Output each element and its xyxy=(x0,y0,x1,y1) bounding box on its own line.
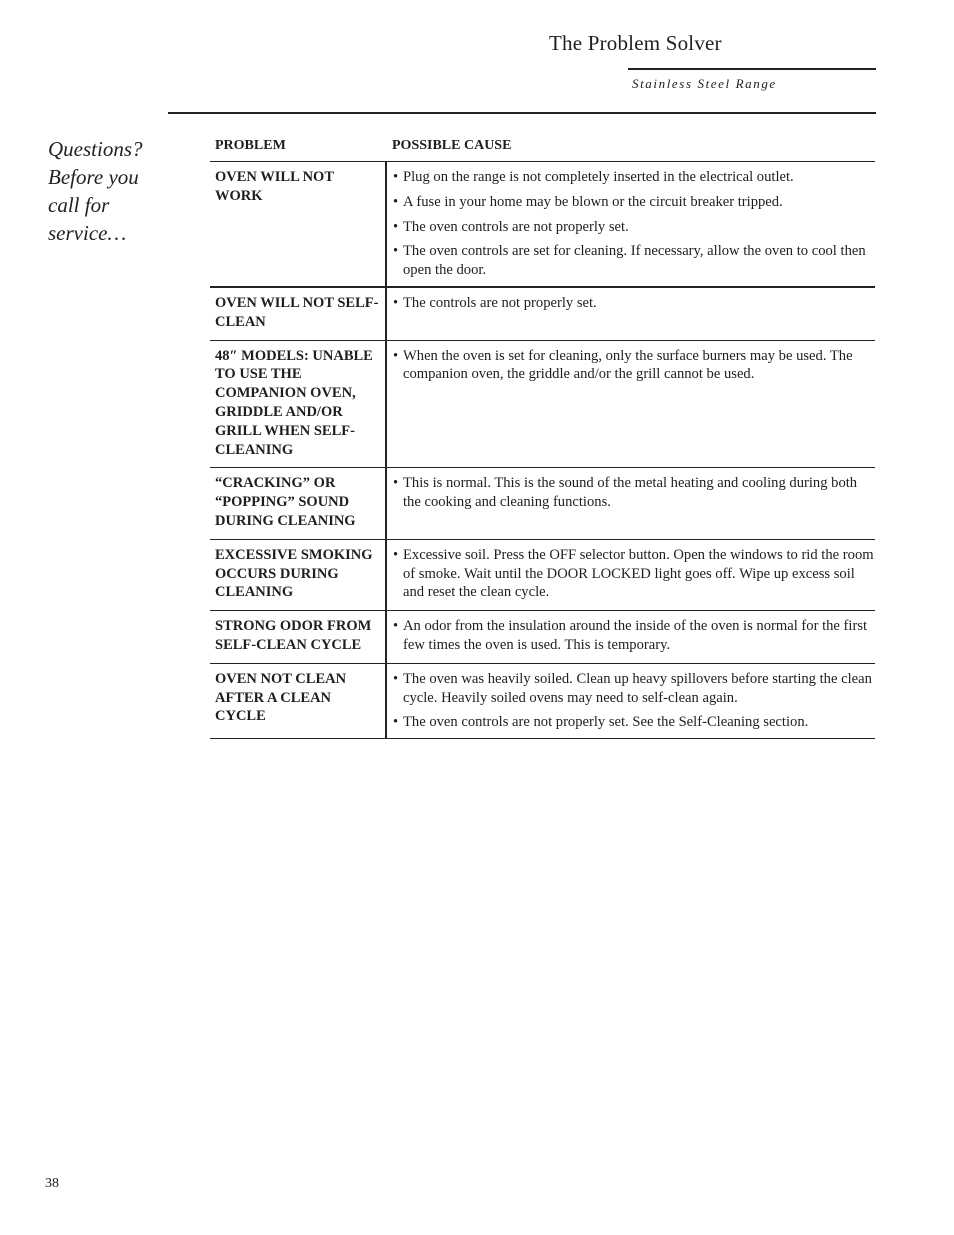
problem-cell: OVEN NOT CLEAN AFTER A CLEAN CYCLE xyxy=(210,663,386,738)
cause-item: • This is normal. This is the sound of the metal heating and cooling during both the cooking and cleaning functions. xyxy=(393,474,875,512)
side-heading xyxy=(48,135,168,247)
section-divider xyxy=(168,112,876,114)
problem-cell: OVEN WILL NOT SELF-CLEAN xyxy=(210,287,386,340)
cause-cell xyxy=(386,287,875,340)
column-header-cause: POSSIBLE CAUSE xyxy=(386,136,875,162)
table-row xyxy=(210,287,875,340)
side-heading-line: Questions? xyxy=(48,137,143,161)
problem-cell: “CRACKING” OR “POPPING” SOUND DURING CLEANING xyxy=(210,468,386,539)
cause-item: • The oven controls are not properly set. See the Self-Cleaning section. xyxy=(393,713,875,732)
table-row xyxy=(210,162,875,287)
table-row xyxy=(210,611,875,664)
cause-item: • A fuse in your home may be blown or the circuit breaker tripped. xyxy=(393,193,875,212)
problem-cell: EXCESSIVE SMOKING OCCURS DURING CLEANING xyxy=(210,539,386,610)
table-row xyxy=(210,468,875,539)
page-number: 38 xyxy=(45,1176,59,1191)
cause-item: • The oven controls are not properly set. xyxy=(393,218,875,237)
side-heading-line: service… xyxy=(48,221,127,245)
cause-item: • Excessive soil. Press the OFF selector button. Open the windows to rid the room of smoke. Wait until the DOOR LOCKED light goes off. Wipe up excess soil and reset the clean cycle. xyxy=(393,546,875,602)
problem-solver-table xyxy=(210,136,875,739)
column-header-problem: PROBLEM xyxy=(210,136,386,162)
page-subtitle: Stainless Steel Range xyxy=(632,76,777,91)
side-heading-line: call for xyxy=(48,193,110,217)
cause-item: • The oven was heavily soiled. Clean up heavy spillovers before starting the clean cycle. Heavily soiled ovens may need to self-clean again. xyxy=(393,670,875,708)
side-heading-line: Before you xyxy=(48,165,139,189)
cause-cell xyxy=(386,611,875,664)
cause-item: • Plug on the range is not completely inserted in the electrical outlet. xyxy=(393,168,875,187)
cause-item: • The oven controls are set for cleaning. If necessary, allow the oven to cool then open the door. xyxy=(393,242,875,280)
cause-cell xyxy=(386,663,875,738)
problem-cell: STRONG ODOR FROM SELF-CLEAN CYCLE xyxy=(210,611,386,664)
cause-cell xyxy=(386,468,875,539)
page-title: The Problem Solver xyxy=(549,31,722,55)
problem-cell: 48″ MODELS: UNABLE TO USE THE COMPANION OVEN, GRIDDLE AND/OR GRILL WHEN SELF-CLEANING xyxy=(210,340,386,468)
table-row xyxy=(210,539,875,610)
cause-cell xyxy=(386,162,875,287)
cause-cell xyxy=(386,539,875,610)
table-row xyxy=(210,663,875,738)
cause-item: • The controls are not properly set. xyxy=(393,294,875,313)
problem-cell: OVEN WILL NOT WORK xyxy=(210,162,386,287)
table-header-row xyxy=(210,136,875,162)
header-divider xyxy=(628,68,876,70)
table-row xyxy=(210,340,875,468)
cause-item: • An odor from the insulation around the inside of the oven is normal for the first few times the oven is used. This is temporary. xyxy=(393,617,875,655)
cause-item: • When the oven is set for cleaning, only the surface burners may be used. The companion oven, the griddle and/or the grill cannot be used. xyxy=(393,347,875,385)
cause-cell xyxy=(386,340,875,468)
